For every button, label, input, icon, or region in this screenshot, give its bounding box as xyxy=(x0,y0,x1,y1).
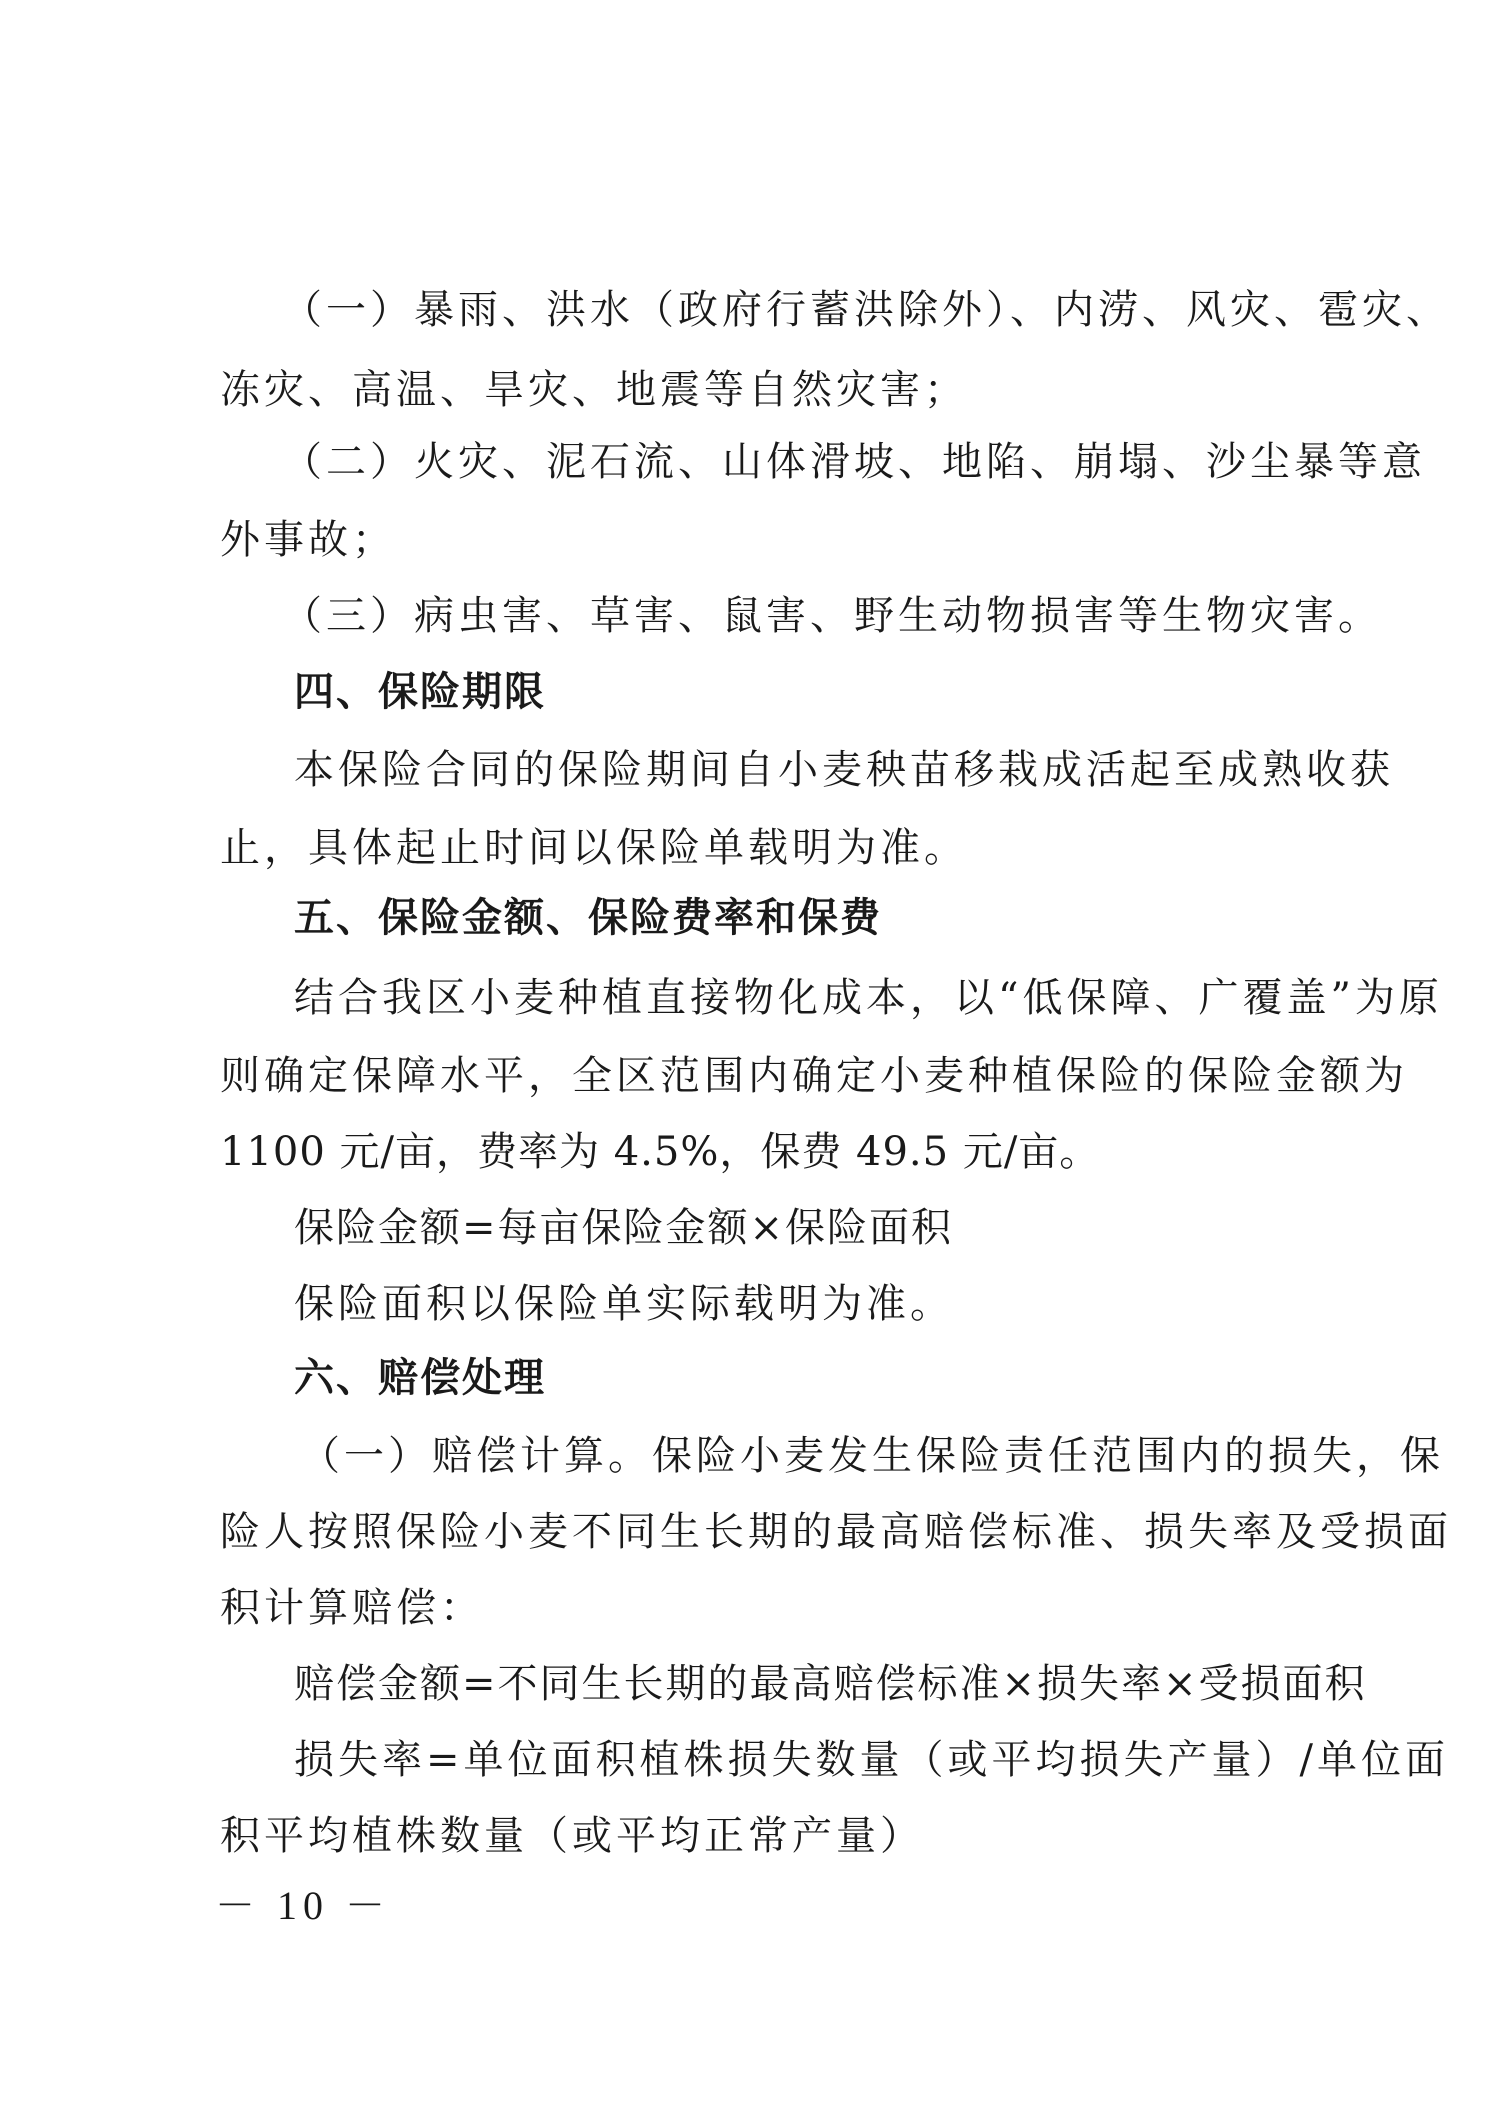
paragraph-line: 冻灾、高温、旱灾、地震等自然灾害； xyxy=(220,367,968,413)
paragraph-line: 保险面积以保险单实际载明为准。 xyxy=(294,1281,954,1327)
paragraph-line: （三）病虫害、草害、鼠害、野生动物损害等生物灾害。 xyxy=(282,593,1382,639)
paragraph-line: （二）火灾、泥石流、山体滑坡、地陷、崩塌、沙尘暴等意 xyxy=(282,439,1426,485)
paragraph-line: 则确定保障水平，全区范围内确定小麦种植保险的保险金额为 xyxy=(220,1053,1408,1099)
formula-line: 赔偿金额=不同生长期的最高赔偿标准×损失率×受损面积 xyxy=(294,1661,1367,1707)
paragraph-line: 险人按照保险小麦不同生长期的最高赔偿标准、损失率及受损面 xyxy=(220,1509,1452,1555)
paragraph-line: 1100 元/亩，费率为 4.5%，保费 49.5 元/亩。 xyxy=(220,1129,1101,1175)
paragraph-line: （一）暴雨、洪水（政府行蓄洪除外）、内涝、风灾、雹灾、 xyxy=(282,287,1450,333)
section-heading: 六、赔偿处理 xyxy=(294,1354,546,1401)
formula-line: 保险金额=每亩保险金额×保险面积 xyxy=(294,1205,954,1251)
page-number: － 10 － xyxy=(215,1883,391,1928)
paragraph-line: （一）赔偿计算。保险小麦发生保险责任范围内的损失，保 xyxy=(300,1433,1444,1479)
paragraph-line: 外事故； xyxy=(220,517,396,563)
paragraph-line: 积计算赔偿： xyxy=(220,1585,484,1631)
paragraph-line: 本保险合同的保险期间自小麦秧苗移栽成活起至成熟收获 xyxy=(294,747,1394,793)
formula-line: 损失率=单位面积植株损失数量（或平均损失产量）/单位面 xyxy=(294,1737,1449,1783)
section-heading: 五、保险金额、保险费率和保费 xyxy=(294,894,882,941)
paragraph-line: 结合我区小麦种植直接物化成本，以“低保障、广覆盖”为原 xyxy=(294,975,1443,1021)
section-heading: 四、保险期限 xyxy=(294,668,546,715)
paragraph-line: 止，具体起止时间以保险单载明为准。 xyxy=(220,825,968,871)
formula-line: 积平均植株数量（或平均正常产量） xyxy=(220,1813,924,1859)
